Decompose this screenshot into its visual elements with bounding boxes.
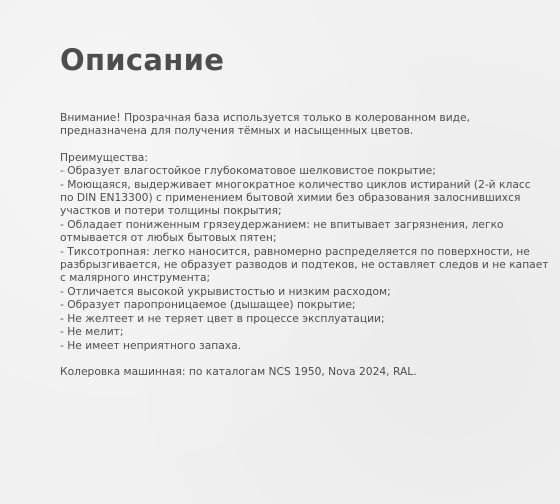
advantage-line: - Тиксотропная: легко наносится, равномерно распределяется по поверхности, не [60, 244, 530, 258]
advantage-line: по DIN EN13300) с применением бытовой химии без образования залоснившихся [60, 191, 521, 205]
advantages-paragraph [60, 150, 549, 352]
advantage-line: - Обладает пониженным грязеудержанием: не впитывает загрязнения, легко [60, 217, 504, 231]
advantages-heading: Преимущества: [60, 150, 148, 164]
advantage-line: - Отличается высокой укрывистостью и низким расходом; [60, 284, 391, 298]
warning-line: предназначена для получения тёмных и насыщенных цветов. [60, 124, 414, 138]
page-title: Описание [60, 43, 225, 77]
warning-paragraph [60, 111, 520, 138]
advantage-line: - Образует влагостойкое глубокоматовое шелковистое покрытие; [60, 164, 436, 178]
advantage-line: - Не желтеет и не теряет цвет в процессе эксплуатации; [60, 311, 385, 325]
paragraph-gap [60, 352, 520, 365]
advantage-line: - Не мелит; [60, 325, 124, 339]
advantage-line: отмывается от любых бытовых пятен; [60, 231, 277, 245]
advantage-line: - Образует паропроницаемое (дышащее) покрытие; [60, 298, 356, 312]
advantage-line: - Моющаяся, выдерживает многократное количество циклов истираний (2-й класс [60, 177, 531, 191]
tinting-paragraph [60, 365, 520, 378]
advantage-line: участков и потери толщины покрытия; [60, 204, 282, 218]
warning-line: Внимание! Прозрачная база используется только в колерованном виде, [60, 111, 471, 124]
tinting-line: Колеровка машинная: по каталогам NCS 1950, Nova 2024, RAL. [60, 364, 417, 378]
advantage-line: разбрызгивается, не образует разводов и подтеков, не оставляет следов и не капает [60, 258, 549, 272]
paragraph-gap [60, 138, 520, 151]
advantage-line: с малярного инструмента; [60, 271, 211, 285]
advantage-line: - Не имеет неприятного запаха. [60, 338, 242, 352]
